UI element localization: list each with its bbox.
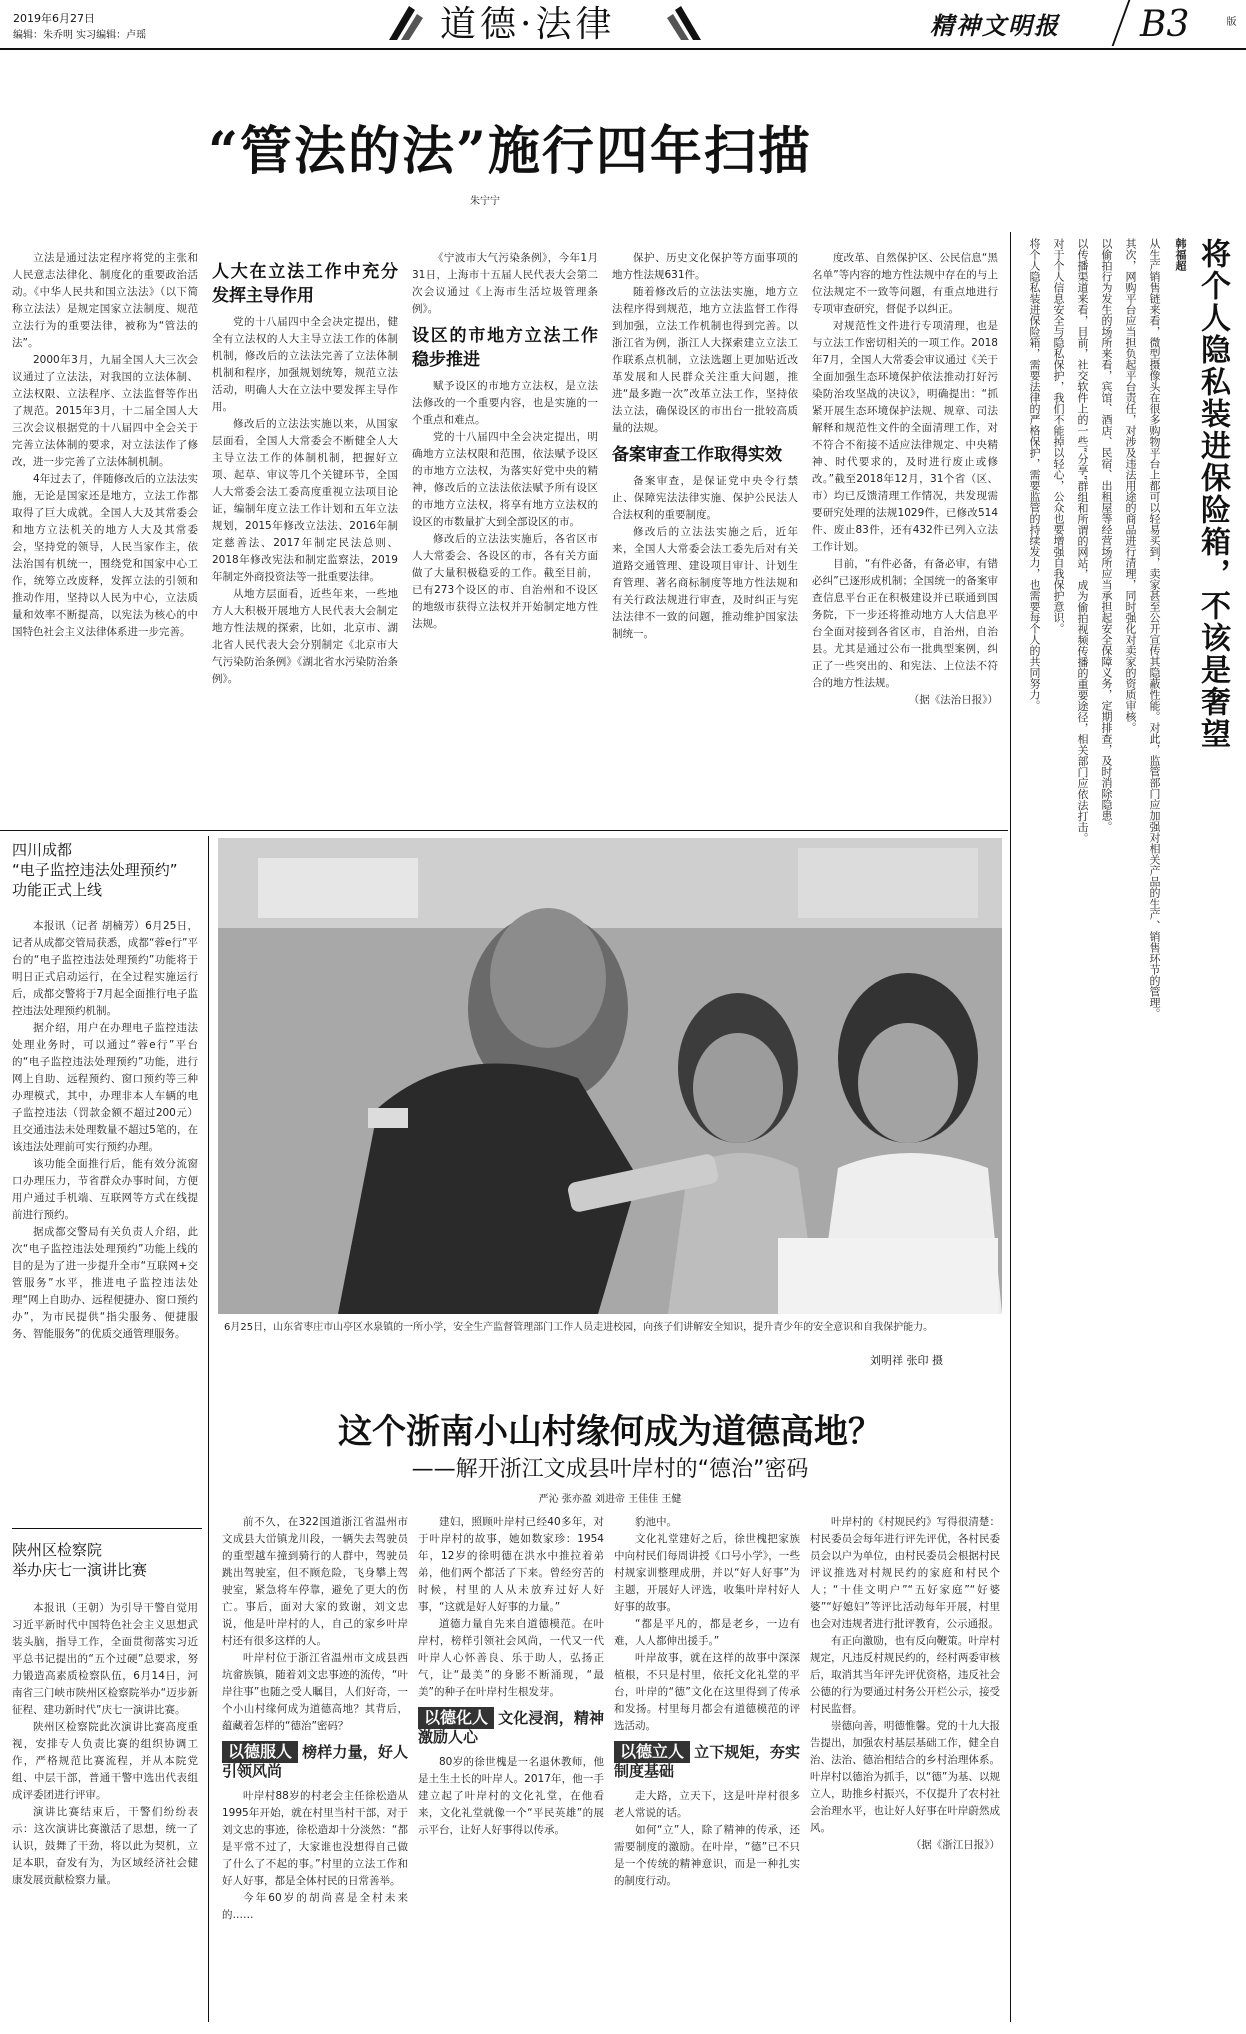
feature-subtitle: ——解开浙江文成县叶岸村的“德治”密码	[411, 1457, 809, 1482]
sidebar-story2-body: 本报讯（王朝）为引导干警自觉用习近平新时代中国特色社会主义思想武装头脑，指导工作，全面贯彻落实习近平总书记提出的“五个过硬”总要求，努力锻造高素质检察队伍，6月14日，河南省三门峡市陕州区检察院举办“迈步新征程、建功新时代”庆七一演讲比赛。 陕州区检察院此次演讲比赛高度重视，安排专人负责比赛的组织协调工作，严格规范比赛流程，并从本院党组、中层干部，普通干警中选出代表组成评委团进行评审。 演讲比赛结束后，干警们纷纷表示：这次演讲比赛激活了思想，统一了认识，鼓舞了干劲，将以此为契机，立足本职，奋发有为，为区域经济社会健康发展贡献检察力量。	[12, 1602, 198, 1886]
feature-col1: 前不久，在322国道浙江省温州市文成县大峃镇龙川段，一辆失去驾驶员的重型越车撞到骑行的人群中，驾驶员跳出驾驶室，但不顾危险，飞身攀上驾驶室，紧急将车停靠，避免了更大的伤亡。事后，面对大家的致谢，刘文忠说，他是叶岸村的人，自己的家乡叶岸村还有很多这样的人。 叶岸村位于浙江省温州市文成县西坑畲族镇，随着刘文忠事迹的流传，“叶岸往事”也随之受人瞩目，人们好奇，一个小山村缘何成为道德高地？其背后，蕴藏着怎样的“德治”密码？ 以德服人 榜样力量，好人引领风尚 叶岸村88岁的村老会主任徐松造从1995年开始，就在村里当村干部，对于刘文忠的事迹，徐松造却十分淡然：“都是平常不过了，大家谁也没想得自己做了什么了不起的事。”村里的立法工作和好人好事，都是全体村民的日常善举。 今年60岁的胡尚喜是全村未来的……	[222, 1516, 408, 1921]
photo-credit: 刘明祥 张印 摄	[870, 1354, 943, 1367]
sidebar-story1-title: 四川成都 “电子监控违法处理预约” 功能正式上线	[12, 841, 178, 899]
subhead-npc-leading: 人大在立法工作中充分发挥主导作用	[212, 262, 398, 306]
main-article-source: （据《法治日报》）	[908, 694, 998, 706]
main-article-col5: 度改革、自然保护区、公民信息“黑名单”等内容的地方性法规中存在的与上位法规定不一致等问题，有重点地进行专项审查研究，督促予以纠正。 对规范性文件进行专项清理，也是与立法工作密切相关的一项工作。2018年7月，全国人大常委会审议通过《关于全面加强生态环境保护依法推动打好污染防治攻坚战的决议》，明确提出：“抓紧开展生态环境保护法规、规章、司法解释和规范性文件的全面清理工作，对不符合不衔接不适应法律规定、中央精神、时代要求的，及时进行废止或修改。”截至2018年12月，31个省（区、市）均已反馈清理工作情况，共发现需要研究处理的法规1029件，已修改514件、废止83件，还有432件已列入立法工作计划。 目前，“有件必备，有备必审，有错必纠”已逐形成机制；全国统一的备案审查信息平台正在积极建设并已联通到国务院，下一步还将推动地方人大信息平台全面对接到各省区市，自治州，自治县。尤其是通过公布一批典型案例，纠正了一些突出的、和宪法、上位法不符合的地方性法规。 （据《法治日报》）	[812, 250, 998, 720]
subhead-local-legislation: 设区的市地方立法工作稳步推进	[412, 326, 598, 370]
feature-source: （据《浙江日报》）	[910, 1839, 1000, 1851]
main-article-title: “管法的法”施行四年扫描	[208, 121, 812, 182]
feature-authors: 严沁 张亦盈 刘进帝 王佳佳 王健	[538, 1494, 682, 1505]
sidebar-rule	[12, 1528, 202, 1529]
issue-date: 2019年6月27日	[13, 12, 95, 25]
newspaper-name: 精神文明报	[930, 11, 1060, 40]
feature-subhead-2: 以德化人 文化浸润，精神激励人心	[418, 1708, 604, 1746]
subhead-filing-review: 备案审查工作取得实效	[612, 445, 782, 465]
opinion-body: 从生产销售链来看，微型摄像头在很多购物平台上都可以轻易买到，卖家甚至公开宣传其隐蔽性能。对此，监管部门应加强对相关产品的生产、销售环节的管理。 其次，网购平台应当担负起平台责任，对涉及违法用途的商品进行清理，同时强化对卖家的资质审核。 以偷拍行为发生的场所来看，宾馆、酒店、民宿、出租屋等经营场所应当承担起安全保障义务，定期排查，及时消除隐患。 以传播渠道来看，目前，社交软件上的一些“分享”群组和所谓的网站，成为偷拍视频传播的重要途径，相关部门应依法打击。 对于个人信息安全与隐私保护，我们不能掉以轻心，公众也要增强自我保护意识。 将个人隐私装进保险箱，需要法律的严格保护，需要监管的持续发力，也需要每个人的共同努力。	[1028, 238, 1161, 1019]
feature-title: 这个浙南小山村缘何成为道德高地？	[338, 1412, 882, 1452]
section-emblem-right-icon	[665, 4, 703, 42]
main-article-author: 朱宁宁	[470, 196, 500, 207]
page-number-suffix: 版	[1224, 16, 1235, 26]
photo-illustration-icon	[218, 838, 1002, 1314]
feature-col4: 叶岸村的《村规民约》写得很清楚：村民委员会每年进行评先评优，各村民委员会以户为单位，由村民委员会根据村民评议推选对村规民约的家庭和村民个人；“十佳文明户”“五好家庭”“好婆婆”“好媳妇”等评比活动每年开展，村里也会对违规者进行批评教育，公示通报。 有正向激励，也有反向鞭策。叶岸村规定，凡违反村规民约的，经村两委审核后，取消其当年评先评优资格，违反社会公德的行为要通过村务公开栏公示，接受村民监督。 崇德向善，明德惟馨。党的十九大报告提出，加强农村基层基础工作，健全自治、法治、德治相结合的乡村治理体系。叶岸村以德治为抓手，以“德”为基、以规立人，助推乡村振兴，不仅提升了农村社会治理水平，也让好人好事在叶岸蔚然成风。 （据《浙江日报》）	[810, 1514, 1000, 2020]
main-article-col2: 人大在立法工作中充分发挥主导作用 党的十八届四中全会决定提出，健全有立法权的人大主导立法工作的体制机制，修改后的立法法完善了立法体制机制和程序，加强规划统筹，规范立法活动，明确人大在立法中要发挥主导作用。 修改后的立法法实施以来，从国家层面看，全国人大常委会不断健全人大主导立法工作的体制机制，把握好立项、起草、审议等几个关键环节，全国人大常委会法工委高度重视立法项目论证，编制年度立法工作计划和五年立法规划，2015年修改立法法、2016年制定慈善法、2017年制定民法总则、2018年修改宪法和制定监察法，2019年制定外商投资法等一批重要法律。 从地方层面看，近些年来，一些地方人大积极开展地方人民代表大会制定地方性法规的探索，比如，北京市、湖北省人民代表大会分别制定《北京市大气污染防治条例》《湖北省水污染防治条例》。	[212, 262, 398, 685]
opinion-author: 韩福超	[1174, 238, 1187, 271]
section-emblem-icon	[387, 4, 425, 42]
editors-line: 编辑：朱乔明 实习编辑：卢瑶	[13, 30, 147, 41]
feature-subhead-1: 以德服人 榜样力量，好人引领风尚	[222, 1742, 408, 1780]
photo-caption: 6月25日，山东省枣庄市山亭区水泉镇的一所小学，安全生产监督管理部门工作人员走进校园，向孩子们讲解安全知识，提升青少年的安全意识和自我保护能力。	[224, 1322, 934, 1333]
feature-subhead-3: 以德立人 立下规矩，夯实制度基础	[614, 1742, 800, 1780]
page-number: B3	[1140, 4, 1190, 45]
main-article-col1: 立法是通过法定程序将党的主张和人民意志法律化、制度化的重要政治活动。《中华人民共和国立法法》（以下简称立法法）是规定国家立法制度、规范立法行为的重要法律，被称为“管法的法”。 2000年3月，九届全国人大三次会议通过了立法法，对我国的立法体制、立法权限、立法程序、立法监督等作出了规范。2015年3月，十二届全国人大三次会议根据党的十八届四中全会关于完善立法体制的要求，对立法法作了修改，进一步完善了立法体制机制。 4年过去了，伴随修改后的立法法实施，无论是国家还是地方，立法工作都取得了巨大成就。全国人大及其常委会和地方立法机关的地方人大及其常委会，坚持党的领导，人民当家作主，依法治国有机统一，围绕党和国家中心工作，统筹立改废释，发挥立法的引领和推动作用，坚持以人民为中心，立法质量和效率不断提高，以宪法为核心的中国特色社会主义法律体系进一步完善。	[12, 252, 198, 638]
header-divider	[1112, 0, 1131, 46]
sidebar-story2-title: 陕州区检察院 举办庆七一演讲比赛	[12, 1541, 148, 1579]
header-rule	[0, 48, 1246, 50]
feature-col2: 建妇，照顾叶岸村已经40多年，对于叶岸村的故事，她如数家珍：1954年，12岁的徐明德在洪水中推拉着弟弟，他们两个都活了下来。曾经穷苦的时候，村里的人从未放弃过好人好事，“这就是好人好事的力量。” 道德力量自先来自道德模范。在叶岸村，榜样引领社会风尚，一代又一代叶岸人心怀善良、乐于助人，弘扬正气，让“最美”的身影不断涌现，“最美”的种子在叶岸村生根发芽。 以德化人 文化浸润，精神激励人心 80岁的徐世槐是一名退休教师，他是土生土长的叶岸人。2017年，他一手建立起了叶岸村的文化礼堂，在他看来，文化礼堂就像一个“平民英雄”的展示平台，让好人好事得以传承。	[418, 1516, 604, 1836]
opinion-title: 将个人隐私装进保险箱，不该是奢望	[1195, 238, 1230, 750]
main-article-col4: 保护、历史文化保护等方面事项的地方性法规631件。 随着修改后的立法法实施，地方立法程序得到规范，地方立法监督工作得到加强，立法工作机制也得到完善。以浙江省为例，浙江人大探索建立立法工作联系点机制，立法选题上更加贴近改革发展和人民群众关注重大问题，推进“最多跑一次”改革立法工作，坚持依法立法，确保设区的市出台一批较高质量的法规。 备案审查工作取得实效 备案审查，是保证党中央令行禁止、保障宪法法律实施、保护公民法人合法权利的重要制度。 修改后的立法法实施之后，近年来，全国人大常委会法工委先后对有关道路交通管理、建设项目审计、计划生育管理、著名商标制度等地方性法规和有关行政法规进行审查，及时纠正与宪法法律不一致的问题，推动维护国家法制统一。	[612, 252, 798, 640]
sidebar-divider	[208, 836, 209, 2022]
feature-col3: 豹池中。 文化礼堂建好之后，徐世槐把家族中向村民们每周讲授《口号小学》，一些村规家训整理成册，并以“好人好事”为主题，开展好人评选，收集叶岸村好人好事的故事。 “都是平凡的，都是老乡，一边有难，人人都伸出援手。” 叶岸故事，就在这样的故事中深深植根，不只是村里，依托文化礼堂的平台，叶岸的“德”文化在这里得到了传承和发扬。村里每月都会有道德模范的评选活动。 以德立人 立下规矩，夯实制度基础 走大路，立天下，这是叶岸村很多老人常说的话。 如何“立”人，除了精神的传承，还需要制度的激励。在叶岸，“德”已不只是一个传统的精神意识，而是一种扎实的制度行动。	[614, 1516, 800, 1887]
sidebar-story1-body: 本报讯（记者 胡楠芳）6月25日，记者从成都交管局获悉，成都“蓉e行”平台的“电子监控违法处理预约”功能将于明日正式启动运行，在全过程实施运行后，成都交警将于7月起全面推行电子监控违法处理预约机制。 据介绍，用户在办理电子监控违法处理业务时，可以通过“蓉e行”平台的“电子监控违法处理预约”功能，进行网上自助、远程预约、窗口预约等三种办理模式，其中，办理非本人车辆的电子监控违法（罚款金额不超过200元）且交通违法未处理数量不超过5笔的，在该违法处理前可实行预约办理。 该功能全面推行后，能有效分流窗口办理压力，节省群众办事时间，方便用户通过手机端、互联网等方式在线提前进行预约。 据成都交警局有关负责人介绍，此次“电子监控违法处理预约”功能上线的目的是为了进一步提升全市“互联网+交管服务”水平，推进电子监控违法处理“网上自助办、远程便捷办、窗口预约办”，为市民提供“指尖服务、便捷服务、智能服务”的优质交通管理服务。	[12, 920, 198, 1340]
main-article-col3: 《宁波市大气污染条例》，今年1月31日，上海市十五届人民代表大会第二次会议通过《上海市生活垃圾管理条例》。 设区的市地方立法工作稳步推进 赋予设区的市地方立法权，是立法法修改的一个重要内容，也是实施的一个重点和难点。 党的十八届四中全会决定提出，明确地方立法权限和范围，依法赋予设区的市地方立法权，为落实好党中央的精神，修改后的立法法依法赋予所有设区的市地方立法权，将享有地方立法权的设区的市数量扩大到全部设区的市。 修改后的立法法实施后，各省区市人大常委会、各设区的市，各有关方面做了大量积极稳妥的工作。截至目前，已有273个设区的市、自治州和不设区的地级市获得立法权并开始制定地方性法规。	[412, 252, 598, 630]
section-title: 道德·法律	[440, 4, 616, 45]
section-rule-main	[0, 830, 1008, 831]
opinion-divider	[1010, 232, 1011, 2022]
news-photo	[218, 838, 1002, 1314]
